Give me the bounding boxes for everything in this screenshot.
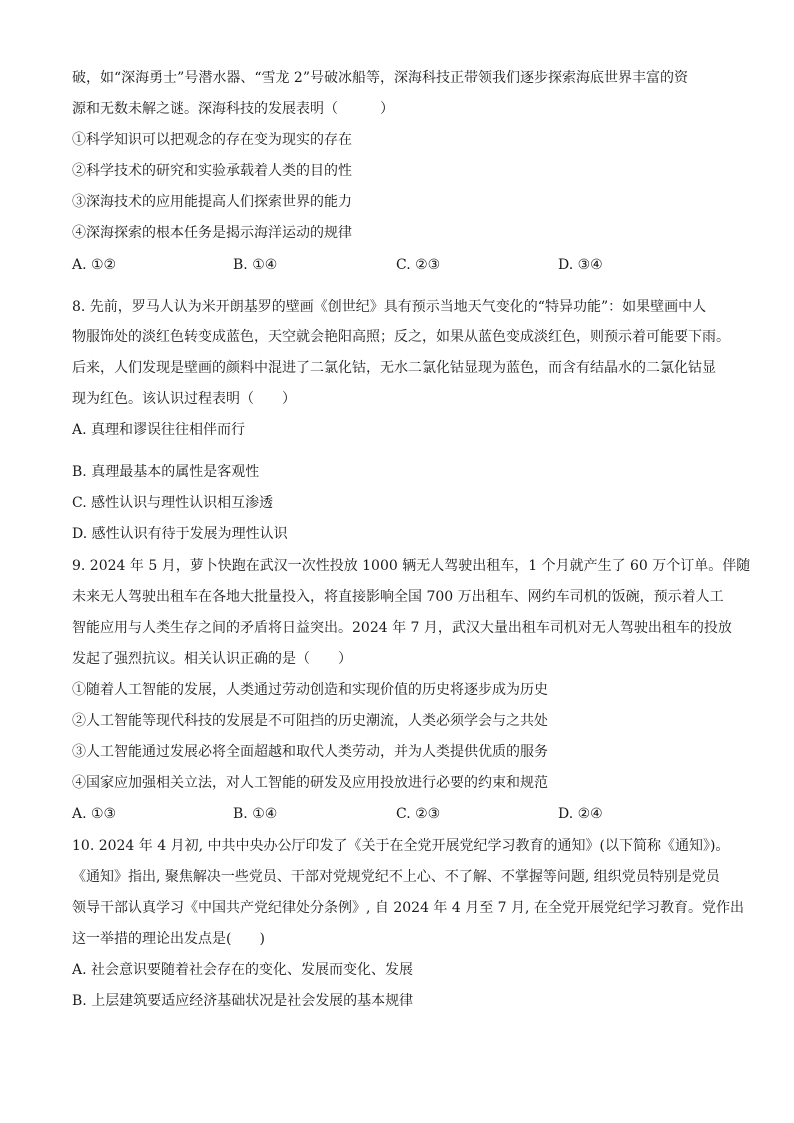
q7-statement: ②科学技术的研究和实验承载着人类的目的性 bbox=[72, 163, 352, 179]
q8-stem-line: 物服饰处的淡红色转变成蓝色，天空就会艳阳高照；反之，如果从蓝色变成淡红色，则预示着可能要下雨。 bbox=[72, 329, 730, 345]
q7-option-b[interactable]: B. ①④ bbox=[233, 257, 278, 273]
q7-option-c[interactable]: C. ②③ bbox=[396, 257, 441, 273]
q9-stem-line: 9. 2024 年 5 月，萝卜快跑在武汉一次性投放 1000 辆无人驾驶出租车，1 个月就产生了 60 万个订单。伴随 bbox=[72, 558, 751, 574]
q7-statement: ①科学知识可以把观念的存在变为现实的存在 bbox=[72, 132, 352, 148]
q9-option-d[interactable]: D. ②④ bbox=[558, 806, 603, 822]
q9-statement: ②人工智能等现代科技的发展是不可阻挡的历史潮流，人类必须学会与之共处 bbox=[72, 713, 548, 729]
q10-stem-line: 10. 2024 年 4 月初, 中共中央办公厅印发了《关于在全党开展党纪学习教育的通知》(以下简称《通知》)。 bbox=[72, 838, 730, 854]
q8-option-d[interactable]: D. 感性认识有待于发展为理性认识 bbox=[72, 526, 288, 542]
q7-statement: ③深海技术的应用能提高人们探索世界的能力 bbox=[72, 194, 352, 210]
q7-option-d[interactable]: D. ③④ bbox=[558, 257, 603, 273]
q9-option-b[interactable]: B. ①④ bbox=[233, 806, 278, 822]
q9-statement: ①随着人工智能的发展，人类通过劳动创造和实现价值的历史将逐步成为历史 bbox=[72, 682, 548, 698]
q9-stem-line: 未来无人驾驶出租车在各地大批量投入，将直接影响全国 700 万出租车、网约车司机的饭碗，预示着人工 bbox=[72, 589, 724, 605]
q10-stem-line: 《通知》指出, 聚焦解决一些党员、干部对党规党纪不上心、不了解、不掌握等问题, 组织党员特别是党员 bbox=[72, 869, 720, 885]
q8-stem-line: 现为红色。该认识过程表明（ ） bbox=[72, 391, 296, 407]
q9-option-c[interactable]: C. ②③ bbox=[396, 806, 441, 822]
q7-statement: ④深海探索的根本任务是揭示海洋运动的规律 bbox=[72, 225, 352, 241]
q8-option-b[interactable]: B. 真理最基本的属性是客观性 bbox=[72, 464, 260, 480]
q10-option-a[interactable]: A. 社会意识要随着社会存在的变化、发展而变化、发展 bbox=[72, 962, 414, 978]
q9-stem-line: 智能应用与人类生存之间的矛盾将日益突出。2024 年 7 月，武汉大量出租车司机对无人驾驶出租车的投放 bbox=[72, 620, 732, 636]
q7-options bbox=[72, 255, 712, 275]
q10-stem-line: 这一举措的理论出发点是( ) bbox=[72, 931, 265, 947]
q9-statement: ④国家应加强相关立法，对人工智能的研发及应用投放进行必要的约束和规范 bbox=[72, 775, 548, 791]
q9-option-a[interactable]: A. ①③ bbox=[72, 806, 117, 822]
q7-stem-line: 源和无数未解之谜。深海科技的发展表明（ ） bbox=[72, 101, 394, 117]
q9-statement: ③人工智能通过发展必将全面超越和取代人类劳动，并为人类提供优质的服务 bbox=[72, 744, 548, 760]
q8-option-a[interactable]: A. 真理和谬误往往相伴而行 bbox=[72, 422, 246, 438]
q7-option-a[interactable]: A. ①② bbox=[72, 257, 117, 273]
q9-options bbox=[72, 804, 712, 824]
q8-stem-line: 后来，人们发现是壁画的颜料中混进了二氯化钴，无水二氯化钴显现为蓝色，而含有结晶水的二氯化钴显 bbox=[72, 360, 716, 376]
q8-stem-line: 8. 先前，罗马人认为米开朗基罗的壁画《创世纪》具有预示当地天气变化的“特异功能”：如果壁画中人 bbox=[72, 299, 707, 315]
q7-stem-line: 破，如“深海勇士”号潜水器、“雪龙 2”号破冰船等，深海科技正带领我们逐步探索海底世界丰富的资 bbox=[72, 70, 688, 86]
q10-option-b[interactable]: B. 上层建筑要适应经济基础状况是社会发展的基本规律 bbox=[72, 993, 414, 1009]
q8-option-c[interactable]: C. 感性认识与理性认识相互渗透 bbox=[72, 495, 274, 511]
q10-stem-line: 领导干部认真学习《中国共产党纪律处分条例》, 自 2024 年 4 月至 7 月, 在全党开展党纪学习教育。党作出 bbox=[72, 900, 744, 916]
q9-stem-line: 发起了强烈抗议。相关认识正确的是（ ） bbox=[72, 651, 352, 667]
